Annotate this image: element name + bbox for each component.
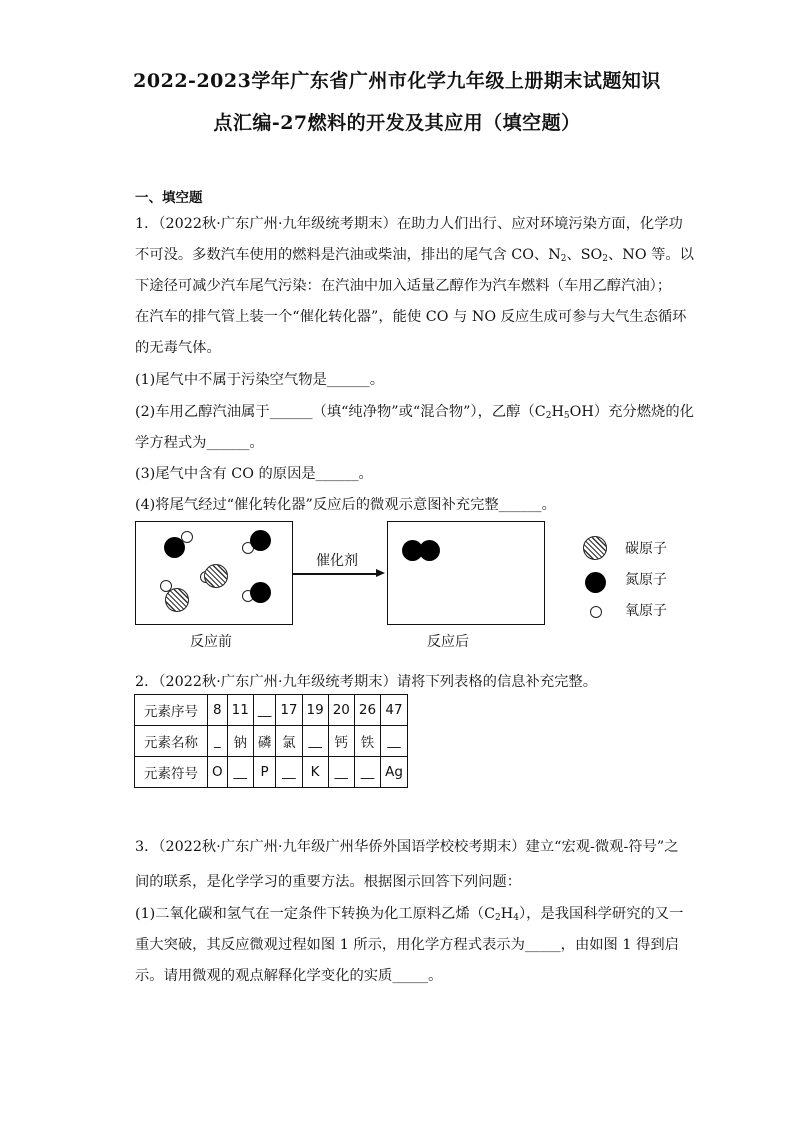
q1-line-5: 的无毒气体。: [135, 340, 221, 356]
table-cell: O: [208, 757, 228, 788]
legend-oxygen-label: 氧原子: [625, 603, 667, 619]
table-cell: 20: [328, 695, 354, 726]
before-reaction-box: [135, 521, 293, 625]
q1-line-4: 在汽车的排气管上装一个“催化转化器”，能使 CO 与 NO 反应生成可参与大气生态循环: [135, 309, 687, 325]
after-reaction-box: [387, 521, 545, 625]
q1-line-2: 不可没。多数汽车使用的燃料是汽油或柴油，排出的尾气含 CO、$N_2$、$SO_2$、NO 等。以: [135, 247, 694, 264]
legend-oxygen-icon: [590, 606, 602, 618]
legend-nitrogen-icon: [585, 572, 606, 593]
table-cell: 磷: [253, 726, 276, 757]
nitrogen-atom: [250, 582, 271, 603]
q1-sub-question-4: (4)将尾气经过“催化转化器”反应后的微观示意图补充完整______。: [135, 497, 556, 513]
reaction-diagram: [0, 518, 794, 653]
section-heading: 一、填空题: [135, 190, 203, 206]
nitrogen-atom: [250, 530, 271, 551]
table-row-header: 元素名称: [135, 726, 208, 757]
table-cell: 17: [276, 695, 302, 726]
table-cell: 钙: [328, 726, 354, 757]
table-cell: __: [253, 695, 276, 726]
table-cell: __: [328, 757, 354, 788]
table-cell: __: [227, 757, 253, 788]
after-reaction-label: 反应后: [427, 634, 469, 650]
table-row: [135, 757, 408, 788]
table-cell: 19: [302, 695, 328, 726]
carbon-atom: [204, 564, 228, 588]
table-cell: P: [253, 757, 276, 788]
q1-line-1: 1．（2022秋·广东广州·九年级统考期末）在助力人们出行、应对环境污染方面，化学功: [135, 216, 683, 232]
nitrogen-atom: [419, 540, 440, 561]
table-row-header: 元素符号: [135, 757, 208, 788]
q3-line-1: 3．（2022秋·广东广州·九年级广州华侨外国语学校校考期末）建立“宏观-微观-符号”之: [135, 839, 679, 855]
q1-sub-question-2: (2)车用乙醇汽油属于______（填“纯净物”或“混合物”），乙醇$(C_2H_5OH)$充分燃烧的化: [135, 404, 694, 421]
table-cell: _: [208, 726, 228, 757]
legend-carbon-label: 碳原子: [625, 541, 667, 557]
table-cell: __: [354, 757, 380, 788]
table-cell: __: [302, 726, 328, 757]
carbon-atom: [165, 588, 189, 612]
reaction-arrow: [293, 573, 377, 575]
document-title-line-2: 点汇编-27燃料的开发及其应用（填空题）: [213, 112, 581, 134]
legend-carbon-icon: [583, 536, 607, 560]
table-cell: 钠: [227, 726, 253, 757]
table-cell: __: [276, 757, 302, 788]
q2-line: 2．（2022秋·广东广州·九年级统考期末）请将下列表格的信息补充完整。: [135, 674, 598, 690]
document-title-line-1: 2022-2023学年广东省广州市化学九年级上册期末试题知识: [133, 70, 661, 92]
q3-line-5: 示。请用微观的观点解释化学变化的实质_____。: [135, 968, 443, 984]
element-table: [134, 694, 408, 788]
q1-sub-question-2-line-2: 学方程式为______。: [135, 435, 264, 451]
table-row: [135, 695, 408, 726]
table-cell: 47: [381, 695, 408, 726]
legend-nitrogen-label: 氮原子: [625, 572, 667, 588]
table-cell: 铁: [354, 726, 380, 757]
oxygen-atom: [181, 531, 193, 543]
arrow-head: [376, 569, 385, 577]
table-cell: K: [302, 757, 328, 788]
table-cell: Ag: [381, 757, 408, 788]
table-cell: 26: [354, 695, 380, 726]
table-cell: 8: [208, 695, 228, 726]
q3-line-4: 重大突破，其反应微观过程如图 1 所示，用化学方程式表示为_____，由如图 1 得到启: [135, 937, 679, 953]
table-row-header: 元素序号: [135, 695, 208, 726]
before-reaction-label: 反应前: [190, 634, 232, 650]
q1-line-3: 下途径可减少汽车尾气污染：在汽油中加入适量乙醇作为汽车燃料（车用乙醇汽油）；: [135, 278, 672, 294]
q3-line-3: (1)二氧化碳和氢气在一定条件下转换为化工原料乙烯$(C_2H_4)$，是我国科学研究的又一: [135, 906, 684, 923]
catalyst-label: 催化剂: [316, 553, 358, 569]
q1-sub-question-3: (3)尾气中含有 CO 的原因是______。: [135, 466, 373, 482]
table-cell: 氯: [276, 726, 302, 757]
q1-sub-question-1: (1)尾气中不属于污染空气物是______。: [135, 372, 385, 388]
q3-line-2: 间的联系，是化学学习的重要方法。根据图示回答下列问题：: [135, 874, 522, 890]
table-cell: 11: [227, 695, 253, 726]
table-row: [135, 726, 408, 757]
table-cell: __: [381, 726, 408, 757]
